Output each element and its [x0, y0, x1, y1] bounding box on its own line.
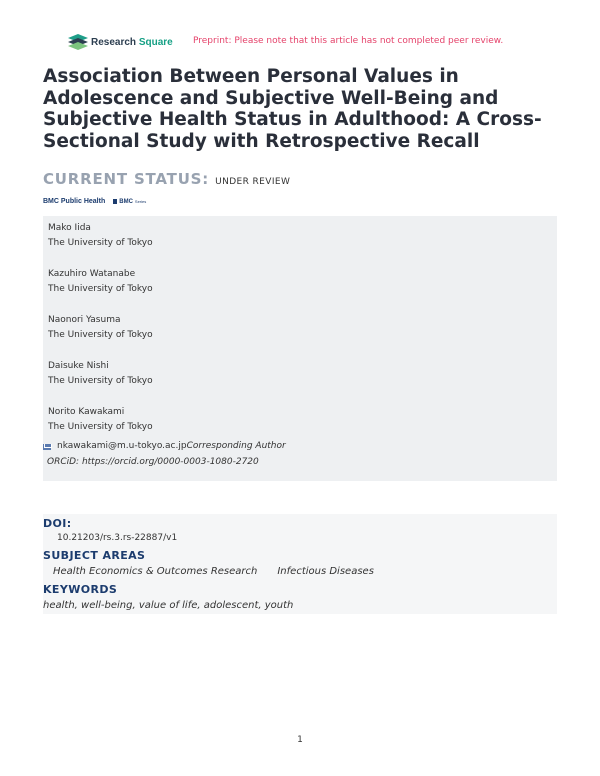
journal-name[interactable]: BMC Public Health [43, 198, 106, 205]
author-affiliation: The University of Tokyo [48, 330, 153, 340]
page-header [68, 33, 548, 51]
author-affiliation: The University of Tokyo [48, 238, 153, 248]
subject-areas-list [53, 566, 394, 577]
research-square-logo-icon [68, 34, 88, 50]
authors-panel [43, 216, 557, 481]
doi-label: DOI: [43, 517, 72, 530]
author-name[interactable]: Daisuke Nishi [48, 361, 109, 371]
mail-icon[interactable] [43, 444, 51, 450]
article-title: Association Between Personal Values in Adolescence and Subjective Well-Being and Subjective Health Status in Adulthood: A Cross-Sectional Study with Retrospective Recall [43, 66, 542, 152]
keywords-value: health, well-being, value of life, adolescent, youth [43, 600, 294, 611]
corresponding-author [43, 439, 286, 454]
author-affiliation: The University of Tokyo [48, 376, 153, 386]
status-label: CURRENT STATUS: [43, 170, 210, 188]
logo-brand-square: Square [138, 36, 173, 48]
subject-area-item[interactable]: Infectious Diseases [277, 566, 374, 577]
article-metadata [43, 514, 557, 614]
author-entry [48, 359, 153, 389]
subject-area-item[interactable]: Health Economics & Outcomes Research [53, 566, 258, 577]
author-name[interactable]: Naonori Yasuma [48, 315, 121, 325]
bmc-series-brand: BMC [119, 198, 133, 205]
subject-areas-label: SUBJECT AREAS [43, 549, 146, 562]
logo-brand: Research [91, 36, 137, 48]
keywords-label: KEYWORDS [43, 583, 118, 596]
author-name[interactable]: Norito Kawakami [48, 407, 125, 417]
author-entry [48, 405, 153, 435]
bmc-series-sub: Series [134, 199, 147, 204]
logo-text [91, 37, 173, 48]
page-number: 1 [297, 735, 303, 745]
doi-value[interactable]: 10.21203/rs.3.rs-22887/v1 [57, 533, 178, 543]
orcid-link[interactable]: ORCiD: https://orcid.org/0000-0003-1080-2720 [47, 457, 259, 467]
author-name[interactable]: Mako Iida [48, 223, 91, 233]
author-entry [48, 313, 153, 343]
author-email[interactable]: nkawakami@m.u-tokyo.ac.jp [57, 441, 187, 451]
author-name[interactable]: Kazuhiro Watanabe [48, 269, 136, 279]
author-entry [48, 267, 153, 297]
preprint-notice: Preprint: Please note that this article has not completed peer review. [193, 36, 504, 46]
status-value: UNDER REVIEW [215, 177, 291, 187]
author-affiliation: The University of Tokyo [48, 422, 153, 432]
current-status [43, 170, 290, 188]
corresponding-author-label: Corresponding Author [186, 441, 286, 451]
bmc-logo-icon [113, 199, 117, 204]
research-square-logo[interactable] [68, 34, 173, 50]
journal-info [43, 198, 146, 205]
author-entry [48, 221, 153, 251]
bmc-series-logo [113, 199, 146, 205]
author-affiliation: The University of Tokyo [48, 284, 153, 294]
